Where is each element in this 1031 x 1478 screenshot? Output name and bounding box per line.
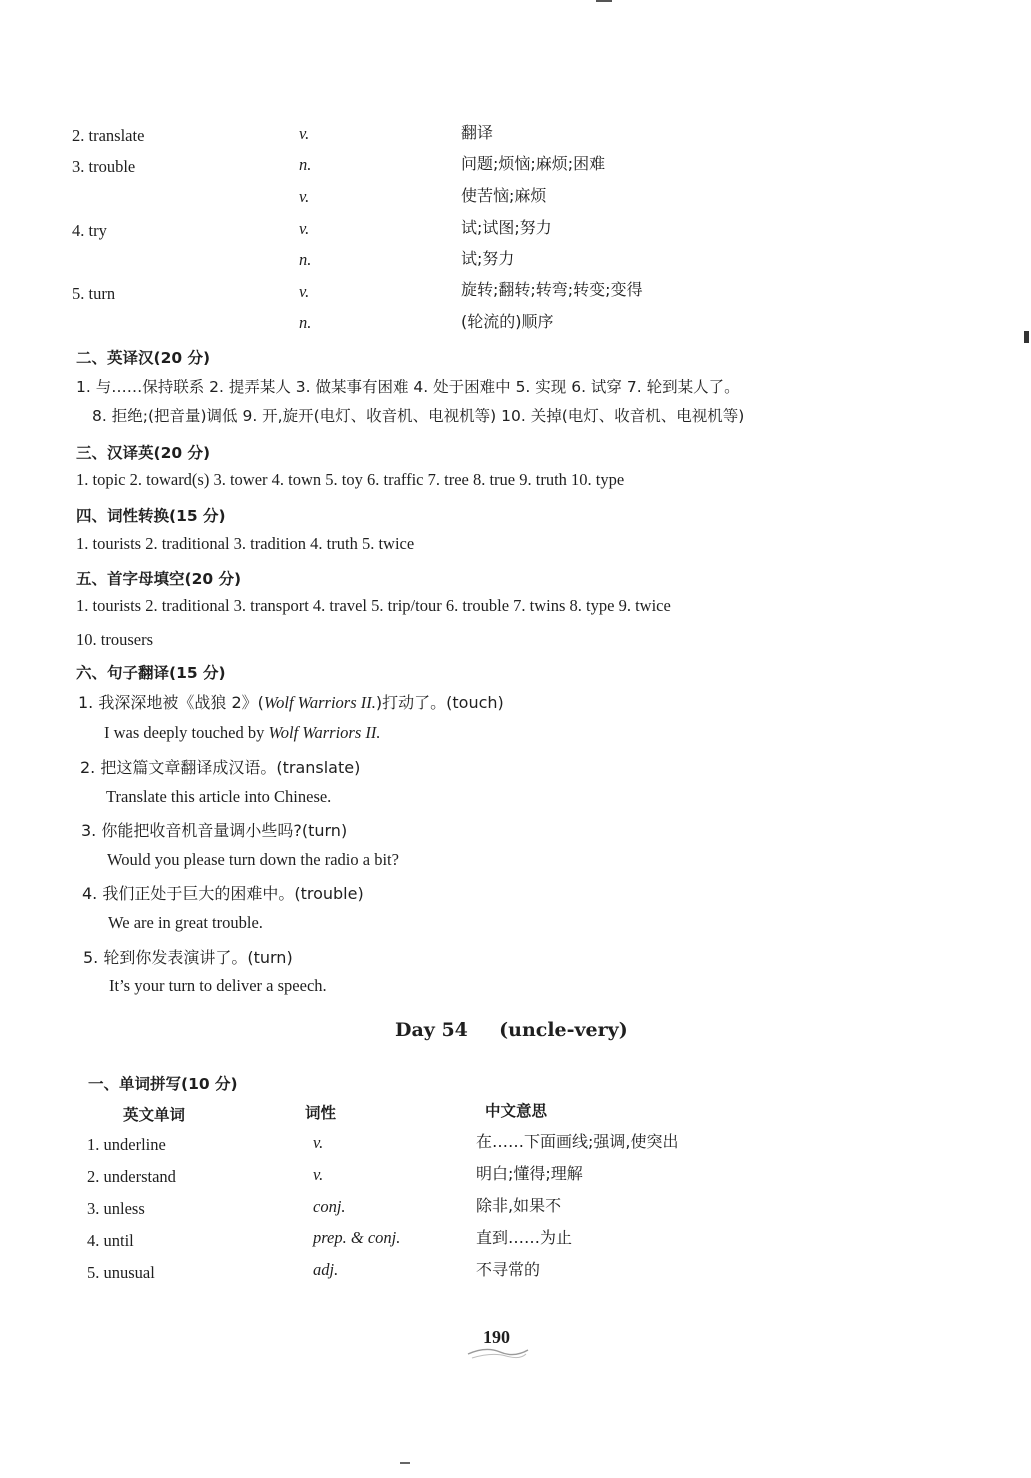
day-range: (uncle-very) (499, 1019, 628, 1041)
vocab-meaning: 试;试图;努力 (461, 218, 552, 237)
page-number: 190 (483, 1327, 510, 1347)
vocab-meaning: 直到……为止 (476, 1228, 573, 1247)
scan-mark (400, 1462, 410, 1464)
vocab-word: 4. try (72, 221, 107, 240)
translation-question: 2. 把这篇文章翻译成汉语。(translate) (80, 758, 361, 777)
column-header-word: 英文单词 (123, 1106, 186, 1124)
scan-mark (596, 0, 612, 2)
vocab-pos: v. (299, 219, 310, 238)
day-title (395, 1019, 628, 1041)
vocab-word: 4. until (87, 1231, 134, 1250)
vocab-word: 3. unless (87, 1199, 145, 1218)
vocab-meaning: 在……下面画线;强调,使突出 (476, 1132, 679, 1151)
section-heading: 四、词性转换(15 分) (76, 507, 226, 525)
vocab-meaning: 旋转;翻转;转弯;转变;变得 (461, 280, 643, 299)
vocab-pos: prep. & conj. (313, 1228, 401, 1247)
vocab-pos: v. (313, 1165, 324, 1184)
vocab-meaning: 不寻常的 (476, 1260, 541, 1279)
vocab-pos: v. (299, 282, 310, 301)
answer-line: 1. tourists 2. traditional 3. transport 4. travel 5. trip/tour 6. trouble 7. twins 8. type 9. twice (76, 596, 671, 615)
answer-line: 1. tourists 2. traditional 3. tradition 4. truth 5. twice (76, 534, 415, 553)
translation-question (78, 690, 504, 713)
vocab-pos: conj. (313, 1197, 346, 1216)
vocab-meaning: 使苦恼;麻烦 (461, 186, 547, 205)
answer-italic: Wolf Warriors II. (268, 723, 381, 742)
section-heading: 三、汉译英(20 分) (76, 444, 211, 462)
vocab-meaning: 明白;懂得;理解 (476, 1164, 583, 1183)
translation-question: 3. 你能把收音机音量调小些吗?(turn) (81, 821, 348, 840)
question-italic: Wolf Warriors II. (263, 693, 376, 712)
question-text-end: )打动了。(touch) (375, 693, 504, 712)
answer-text: I was deeply touched by (104, 723, 269, 742)
vocab-pos: v. (313, 1133, 324, 1152)
vocab-pos: n. (299, 250, 312, 269)
question-text: 1. 我深深地被《战狼 2》( (78, 693, 264, 712)
column-header-meaning: 中文意思 (485, 1102, 548, 1120)
vocab-meaning: (轮流的)顺序 (461, 312, 554, 331)
translation-question: 5. 轮到你发表演讲了。(turn) (83, 948, 293, 967)
answer-line: 8. 拒绝;(把音量)调低 9. 开,旋开(电灯、收音机、电视机等) 10. 关掉(电灯、收音机、电视机等) (92, 407, 745, 425)
answer-line: 1. 与……保持联系 2. 提弄某人 3. 做某事有困难 4. 处于困难中 5. 实现 6. 试穿 7. 轮到某人了。 (76, 378, 740, 396)
answer-line: 10. trousers (76, 630, 153, 649)
answer-line: 1. topic 2. toward(s) 3. tower 4. town 5. toy 6. traffic 7. tree 8. true 9. truth 10. type (76, 470, 625, 489)
vocab-pos: n. (299, 313, 312, 332)
translation-answer: We are in great trouble. (108, 913, 263, 932)
vocab-pos: v. (299, 187, 310, 206)
vocab-pos: adj. (313, 1260, 339, 1279)
vocab-word: 3. trouble (72, 157, 136, 176)
section-heading: 一、单词拼写(10 分) (88, 1075, 238, 1093)
vocab-word: 2. translate (72, 126, 145, 145)
section-heading: 二、英译汉(20 分) (76, 349, 211, 367)
translation-question: 4. 我们正处于巨大的困难中。(trouble) (82, 884, 364, 903)
translation-answer (104, 723, 381, 743)
vocab-meaning: 问题;烦恼;麻烦;困难 (461, 154, 606, 173)
column-header-pos: 词性 (305, 1104, 337, 1122)
vocab-meaning: 除非,如果不 (476, 1196, 562, 1215)
vocab-pos: n. (299, 155, 312, 174)
day-number: Day 54 (395, 1019, 468, 1041)
vocab-pos: v. (299, 124, 310, 143)
translation-answer: Would you please turn down the radio a bit? (107, 850, 399, 869)
section-heading: 五、首字母填空(20 分) (76, 570, 242, 588)
vocab-word: 5. turn (72, 284, 116, 303)
vocab-word: 5. unusual (87, 1263, 155, 1282)
vocab-word: 2. understand (87, 1167, 176, 1186)
section-heading: 六、句子翻译(15 分) (76, 664, 226, 682)
scan-mark (1024, 331, 1029, 343)
translation-answer: It’s your turn to deliver a speech. (109, 976, 327, 995)
vocab-word: 1. underline (87, 1135, 166, 1154)
vocab-meaning: 翻译 (461, 123, 494, 142)
page-number-swoosh-icon (466, 1344, 530, 1362)
vocab-meaning: 试;努力 (461, 249, 515, 268)
translation-answer: Translate this article into Chinese. (106, 787, 332, 806)
